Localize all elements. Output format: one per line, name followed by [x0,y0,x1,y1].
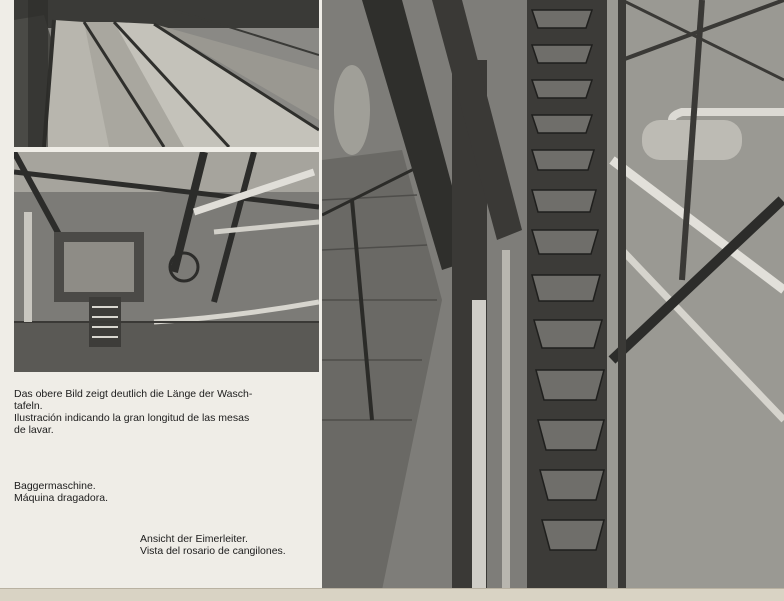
caption-bucket-de: Ansicht der Eimerleiter. [140,533,248,545]
caption-dredger-es: Máquina dragadora. [14,492,108,504]
caption-washing-tables [14,388,252,436]
photo-dredger [14,152,319,372]
bucket-ladder-image [322,0,784,590]
dredger-image [14,152,319,372]
caption-washing-de-line1: Das obere Bild zeigt deutlich die Länge der Wasch- [14,388,253,400]
page-bottom-edge [0,588,784,601]
caption-washing-es-line1: Ilustración indicando la gran longitud de las mesas [14,412,250,424]
caption-bucket-es: Vista del rosario de cangilones. [140,545,286,557]
photo-bucket-ladder [322,0,784,590]
washing-tables-image [14,0,319,147]
caption-washing-es-line2: de lavar. [14,424,54,436]
caption-dredger [14,480,108,504]
photo-washing-tables [14,0,319,147]
caption-dredger-de: Baggermaschine. [14,480,96,492]
caption-washing-de-line2: tafeln. [14,400,43,412]
caption-bucket-ladder [140,533,286,557]
